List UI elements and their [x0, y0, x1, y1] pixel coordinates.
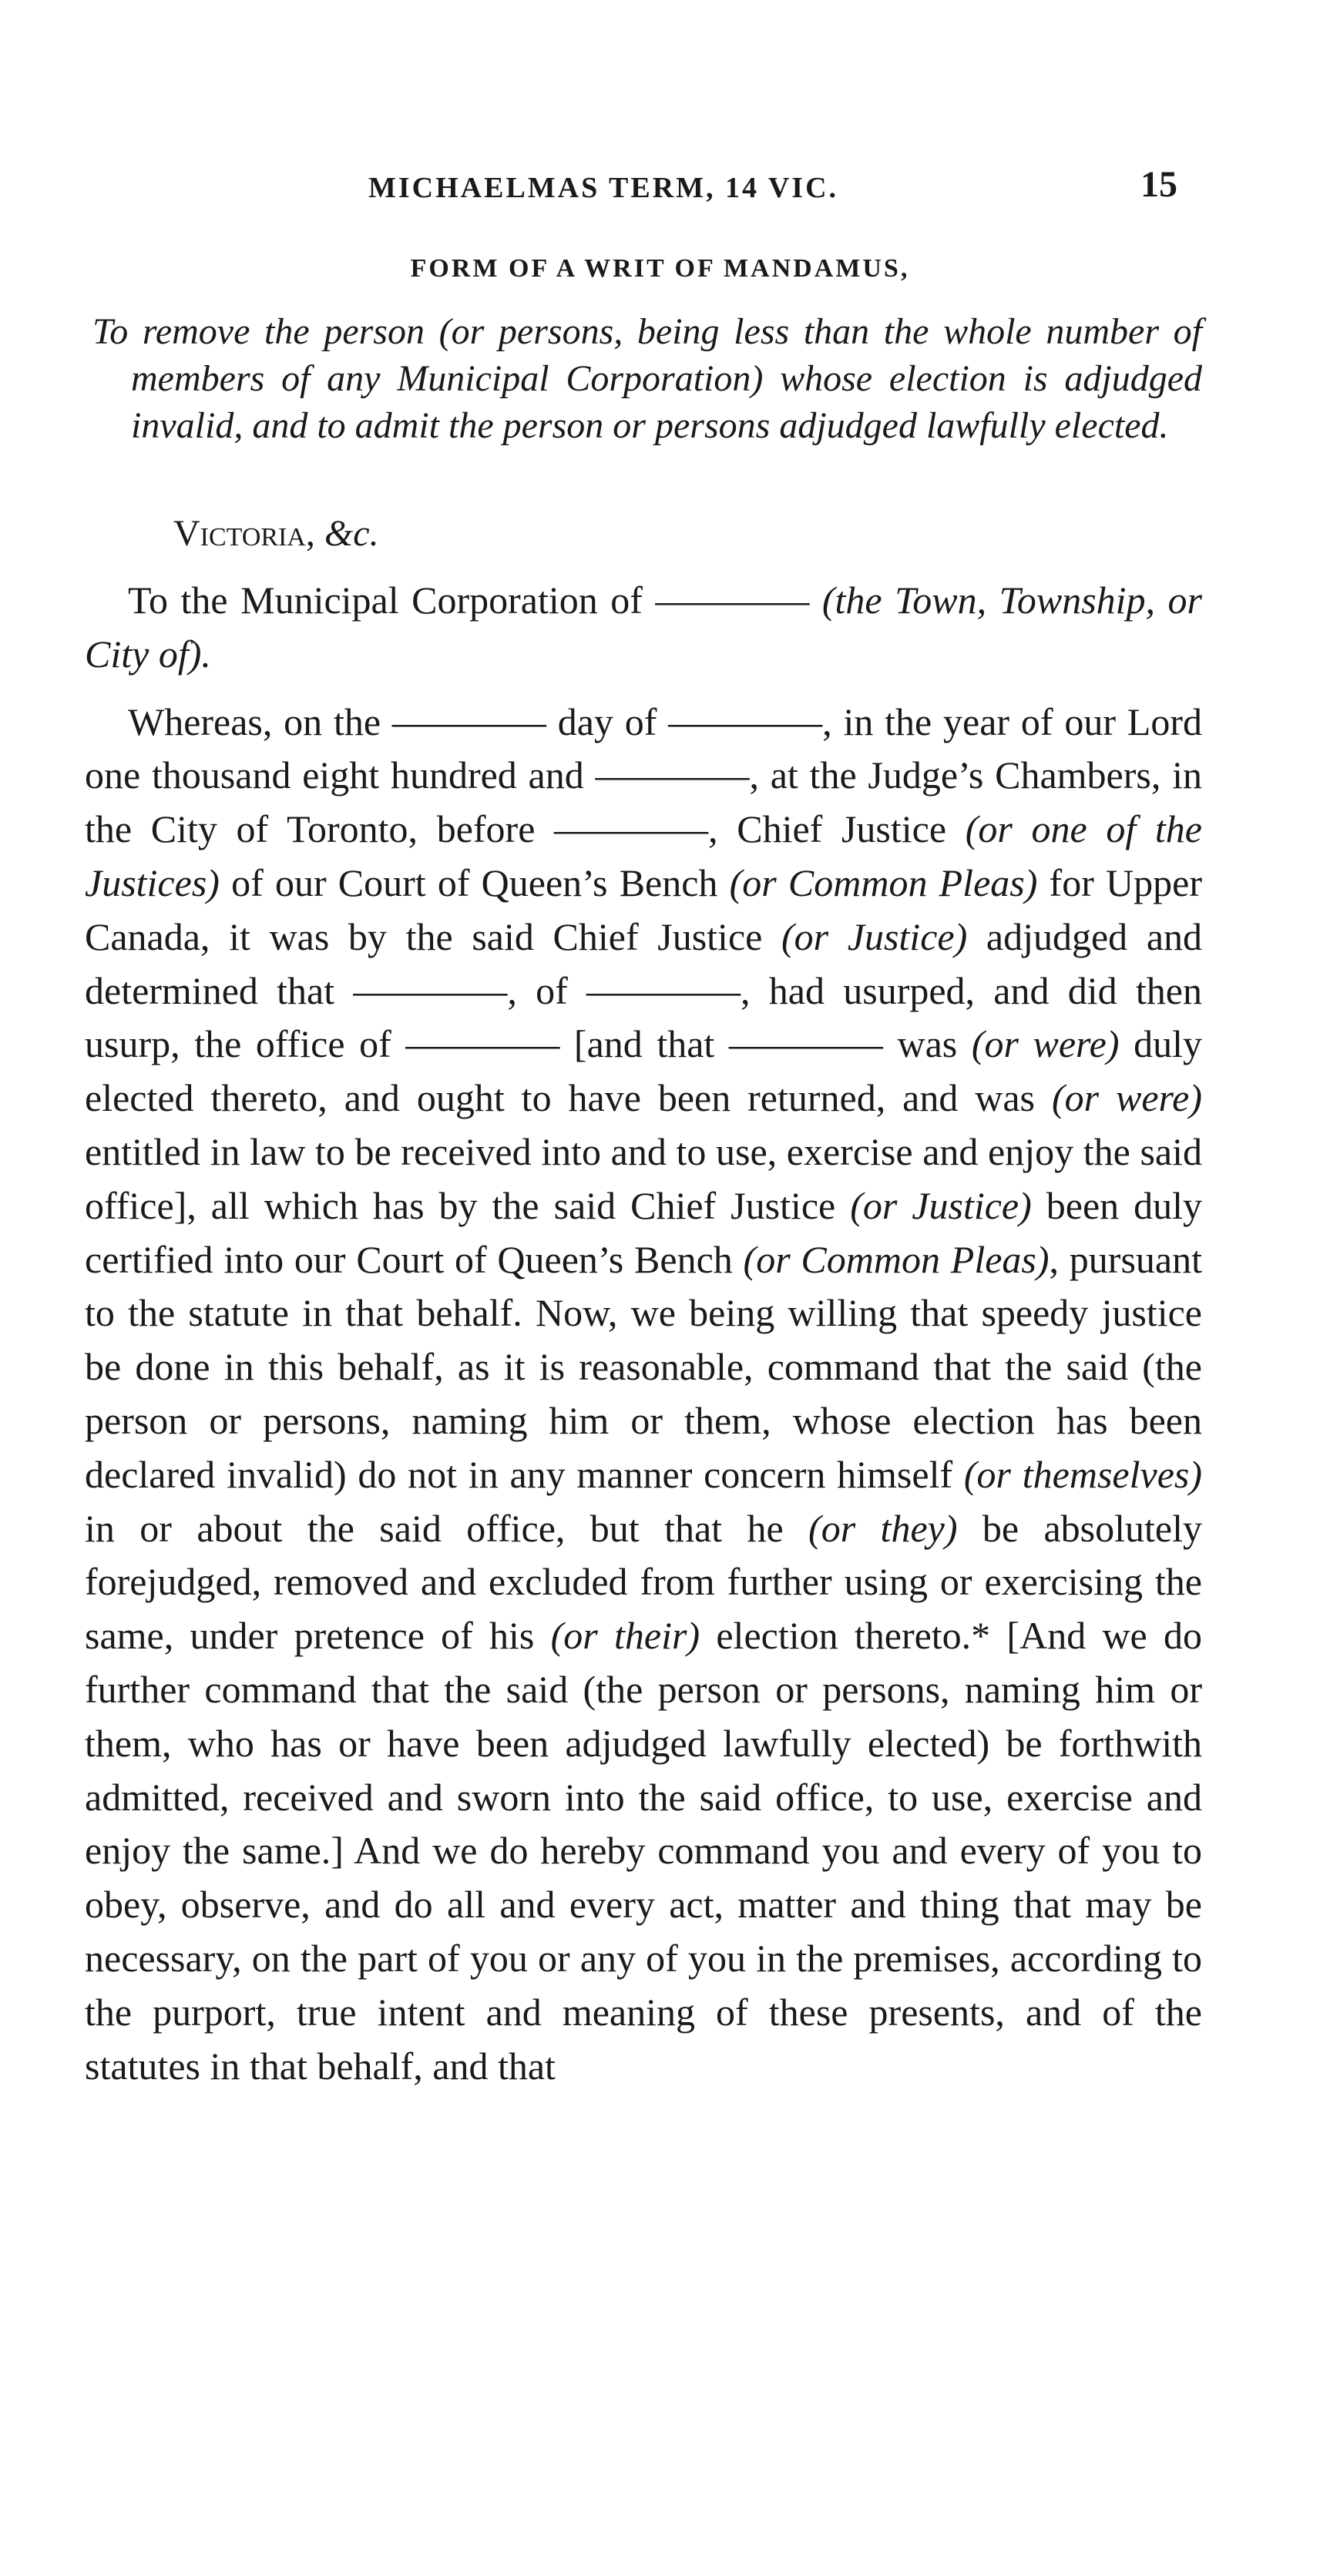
writ-text: been duly certified into our Court of Queen’s Bench: [85, 1183, 1203, 1281]
writ-text: in or about the said office, but that he: [85, 1506, 809, 1550]
writ-italic: (or one of the Justices): [85, 807, 1202, 904]
running-head: [0, 163, 1320, 210]
writ-text: Whereas, on the ———— day of ————, in the year of our Lord one thousand eight hundred and ————, at the Judge’s Chambers, in the City of Toronto, before ————, Chief Justice: [85, 699, 1202, 851]
address-text: To the Municipal Corporation of ————: [128, 579, 822, 622]
running-title: MICHAELMAS TERM, 14 VIC.: [368, 172, 839, 204]
writ-italic: (or Justice): [781, 914, 968, 958]
writ-text: adjudged and determined that ————, of ————, had usurped, and did then usurp, the office of ———— [and that ———— was: [85, 914, 1203, 1066]
writ-text: , pursuant to the statute in that behalf. Now, we being willing that speedy justice be done in this behalf, as it is reasonable, command that the said (the person or persons, naming him or them, whose election has been declared invalid) do not in any manner concern himself: [85, 1237, 1202, 1496]
writ-text: entitled in law to be received into and to use, exercise and enjoy the said office], all which has by the said Chief Justice: [85, 1129, 1202, 1227]
address-paragraph: [85, 574, 1202, 682]
address-italic: (the Town, Township, or City of).: [85, 579, 1202, 676]
form-title: FORM OF A WRIT OF MANDAMUS,: [410, 254, 910, 283]
salutation-etc: &c.: [324, 513, 379, 554]
writ-paragraph: [85, 696, 1202, 2094]
writ-italic: (or they): [808, 1506, 958, 1550]
writ-italic: (or were): [971, 1022, 1120, 1066]
writ-text: election thereto.* [And we do further command that the said (the person or persons, naming him or them, who has or have been adjudged lawfully elected) be forthwith admitted, received and sworn into the said office, to use, exercise and enjoy the same.] And we do hereby command you and every of you to obey, observe, and do all and every act, matter and thing that may be necessary, on the part of you or any of you in the premises, according to the purport, true intent and meaning of these presents, and of the statutes in that behalf, and that: [85, 1614, 1202, 2088]
writ-text: duly elected thereto, and ought to have been returned, and was: [85, 1022, 1202, 1120]
salutation: [173, 512, 379, 555]
writ-italic: (or Common Pleas): [743, 1237, 1050, 1281]
writ-italic: (or Justice): [850, 1183, 1032, 1227]
writ-text: of our Court of Queen’s Bench: [219, 860, 730, 904]
writ-italic: (or themselves): [963, 1452, 1202, 1496]
salutation-name: Victoria,: [173, 513, 315, 554]
body-text: [85, 574, 1202, 2093]
writ-italic: (or their): [550, 1614, 700, 1658]
page-number: 15: [1140, 164, 1177, 205]
writ-italic: (or Common Pleas): [729, 860, 1038, 904]
writ-text: for Upper Canada, it was by the said Chief Justice: [85, 860, 1202, 958]
writ-text: be absolutely forejudged, removed and excluded from further using or exercising the same, under pretence of his: [85, 1506, 1202, 1658]
writ-italic: (or were): [1051, 1076, 1202, 1120]
form-subtitle: To remove the person (or persons, being less than the whole number of members of any Municipal Corporation) whose election is adjudged invalid, and to admit the person or persons adjudged lawfully elected.: [92, 311, 1202, 446]
